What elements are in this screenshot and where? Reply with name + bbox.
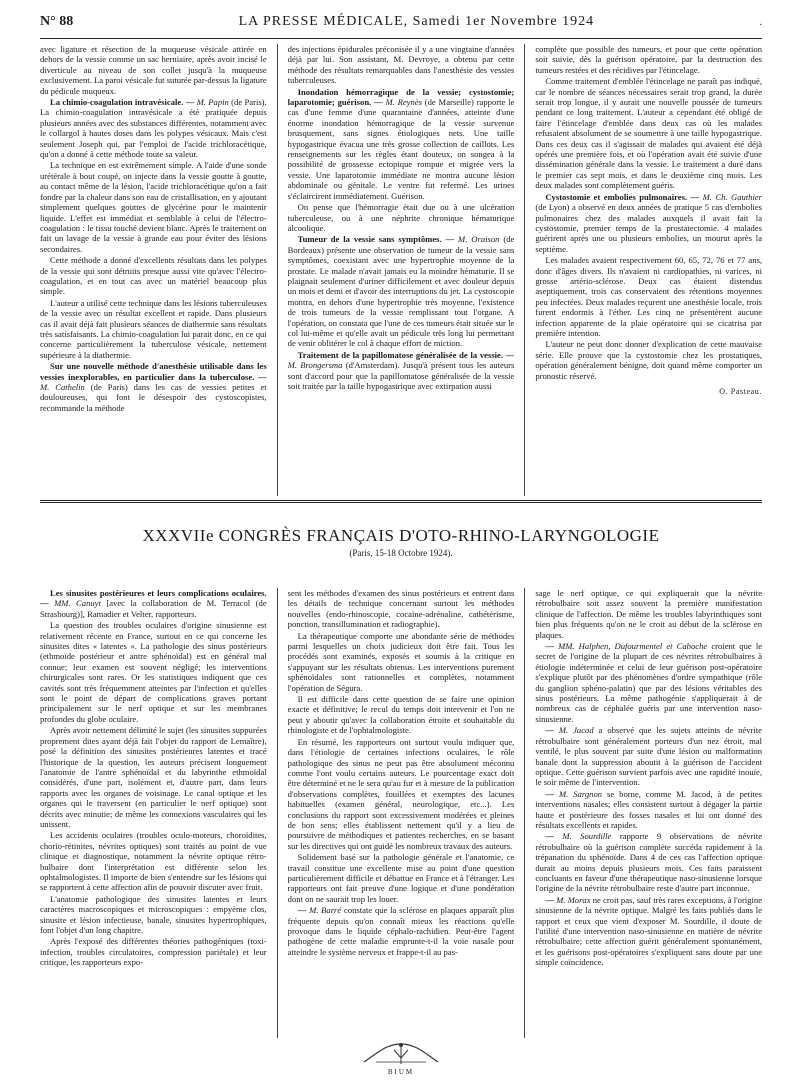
header-mark: .: [759, 17, 762, 28]
article-body: (de Paris). La chimio-coagulation intravésicale a été pratiquée depuis plusieurs années avec des substances différentes, notamment avec le collargol à hautes doses dans les polypes vésicaux. Mais c'est seulement Joseph qui, par l'emploi de l'acide trichloracétique, qu'on a donné à cette méthode toute sa valeur.: [40, 97, 267, 160]
top-column-3: [535, 44, 762, 496]
paragraph: On pense que l'hémorragie était due ou à une ulcération tuberculeuse, ou à une néphrite chronique hématurique alcoolique.: [287, 202, 515, 233]
article-entry: [535, 725, 762, 787]
paragraph: L'auteur a utilisé cette technique dans les lésions tuberculeuses de la vessie avec un résultat excellent et rapide. Dans plusieurs cas il avait déjà fait plusieurs séances de diathermie sans résultats très satisfaisants. La chimio-coagulation lui parait donc, en ce qui concerne particulièrement la tuberculose vésicale, nettement supérieure à la diathermie.: [40, 297, 267, 360]
author-name: M. Morax: [556, 894, 591, 905]
article-entry: [535, 895, 762, 968]
article-body: constate que la sclérose en plaques apparaît plus fréquente depuis qu'on connaît mieux les réactions qu'elle provoque dans le liquide céphalo-rachidien. Peut-être l'agent pathogène de cette maladie emprunte-t-il la voie nasale pour atteindre le système nerveux et frappe-t-il au pas-: [287, 905, 515, 957]
article-entry: [288, 87, 515, 201]
column-divider: [277, 588, 278, 1038]
paragraph: L'anatomie pathologique des sinusites latentes et leurs caractères macroscopiques et microscopiques : empyème clos, sinusite et lésion infectieuse, banale, sinusites hypertrophiques, font l'objet d'un long chapitre.: [40, 893, 267, 935]
paragraph: Il est difficile dans cette question de se faire une opinion exacte et définitive; le recul du temps doit intervenir et l'on ne peut y aboutir qu'avec la collaboration étroite et souhaitable du rhinologiste et de l'ophtalmologiste.: [287, 694, 515, 736]
article-body: (de Bordeaux) présente une observation de tumeur de la vessie sans symptômes, coexistant avec une hypertrophie moyenne de la prostate. Le malade n'avait jamais eu la moindre hématurie. Il se plaignait seulement d'uriner difficilement et avec douleur depuis un mois et demi et d'avoir des interruptions du jet. La cystoscopie montra, en dehors d'une hypertrophie très moyenne, l'existence de trois tumeurs de la vessie remplissant tout l'organe. A l'opération, on constata que l'une de ces tumeurs était située sur le col lui-même et qu'elle avait un pédicule très long lui permettant de venir oblitérer le col à chaque effort de miction.: [287, 234, 515, 349]
article-heading: —: [297, 905, 310, 916]
ornament-icon: [356, 1040, 446, 1068]
author-name: M. Ch. Gauthier: [702, 191, 763, 202]
stamp-text: BIUM: [387, 1068, 415, 1076]
paragraph: complète que possible des tumeurs, et pour que cette opération soit suivie, dès la guérison opératoire, par la destruction des tumeurs restées et des récidives par l'étincelage.: [535, 44, 763, 75]
article-heading: Sur une nouvelle méthode d'anesthésie utilisable dans les vessies inexplorables, en particulier dans la tuberculose. —: [40, 361, 267, 382]
article-entry: [535, 641, 762, 724]
article-entry: [535, 831, 762, 893]
author-name: M. Barré: [309, 905, 342, 916]
article-heading: Cystostomie et embolies pulmonaires. —: [545, 191, 703, 202]
article-heading: —: [545, 831, 563, 842]
paragraph: L'auteur ne peut donc donner d'explication de cette mauvaise série. Elle prouve que la cystostomie chez les prostatiques, opération généralement bénigne, doit quand même comporter un pronostic réservé.: [535, 339, 763, 381]
paragraph: Après avoir nettement délimité le sujet (les sinusites suppurées proprement dites ayant déjà fait l'objet du rapport de Lemaître), posé la définition des sinusites postérieures latentes et tracé l'historique de la question, les auteurs précisent longuement l'anatomie de l'antre sphénoïdal et du labyrinthe ethmoïdal considérés, d'une part, isolément et, d'autre part, dans leurs rapports avec les organes de voisinage. Le canal optique et les organes qui le traversent (en particulier le nerf optique) sont décrits avec minutie; de même les connexions vasculaires qui les unissent.: [40, 725, 267, 829]
journal-title: LA PRESSE MÉDICALE, Samedi 1er Novembre 1924: [238, 14, 595, 29]
paragraph: Les malades avaient respectivement 60, 65, 72, 76 et 77 ans, donc d'âges divers. Ils n'avaient ni cardiopathies, ni varices, ni grosse artério-sclérose. Deux cas étaient distendus aseptiquement, trois cas conservaient des rétentions moyennes peu infectées. Deux malades reçurent une anesthésie locale, trois furent endormis à l'éther. Les cinq ne présentèrent aucune infection apparente de la plaie opératoire qui se cicatrisa par première intention.: [535, 255, 763, 338]
article-heading: Traitement de la papillomatose généralisée de la vessie. —: [297, 349, 515, 360]
article-body: a observé que les sujets atteints de névrite rétrobulbaire sont généralement porteurs d'un nez étroit, mal ventilé, le plus souvent par suite d'une lésion ou malformation banale dont la suppression aboutit à la guérison de l'accident optique. Cette guérison survient parfois avec une rapidité inouïe, le soir même de l'intervention.: [535, 725, 763, 788]
signature: O. Pasteau.: [719, 387, 763, 396]
header-rule: [40, 38, 762, 39]
paragraph: En résumé, les rapporteurs ont surtout voulu indiquer que, dans l'étiologie de certaines infections oculaires, le rôle pathologique des sinus ne peut pas être absolument méconnu comme l'ont voulu certains auteurs. Le pourcentage exact doit être déterminé et ne le sera qu'au fur et à mesure de la publication d'observations complètes, fouillées et exemptes des lacunes habituelles (examen général, neurologique, etc...). Les conclusions du rapport sont excessivement modérées et pleines de bon sens; elles établissent nettement qu'il y a lieu de poursuivre de méthodiques et patientes recherches, en se basant sur les directives qui ont guidé les nombreux travaux des auteurs.: [287, 736, 515, 851]
congress-title: XXXVIIe CONGRÈS FRANÇAIS D'OTO-RHINO-LARYNGOLOGIE: [142, 526, 660, 545]
article-heading: Inondation hémorragique de la vessie; cystostomie; laparotomie; guérison. —: [287, 86, 515, 108]
author-name: M. Sargnon: [558, 788, 603, 799]
author-name: MM. Halphen, Dufourmentel et Caboche: [558, 641, 708, 652]
paragraph: La technique en est extrêmement simple. A l'aide d'une sonde urétérale à bout coupé, on injecte dans la vessie goutte à goutte, au contact même de la lésion, l'acide trichloracétique qu'on a fait fondre par la chaleur dans son eau de cristallisation, en y ajoutant simplement quelques gouttes de glycérine pour le maintenir liquide. L'effet est immédiat et semblable à celui de l'électro-coagulation : le tissu touché devient blanc. Après le traitement on fait un lavage de la vessie à grande eau pour éviter des lésions secondaires.: [40, 160, 267, 254]
paragraph: avec ligature et résection de la muqueuse vésicale attirée en dehors de la vessie comme un sac herniaire, après avoir incisé le diverticule au niveau de son collet jusqu'à la muqueuse exclusivement. La paroi vésicale fut suturée par-dessus la ligature du pédicule muqueux.: [40, 44, 267, 96]
article-heading: —: [545, 894, 557, 905]
paragraph: des injections épidurales préconisée il y a une vingtaine d'années déjà par lui. Son assistant, M. Devroye, a obtenu par cette méthode des résultats remarquables dans l'anesthésie des vessies tuberculeuses.: [287, 44, 515, 86]
paragraph: sage le nerf optique, ce qui expliquerait que la névrite rétrobulbaire soit assez souvent la première manifestation clinique de l'affection. De même les troubles labyrinthiques sont bien plus fréquents qu'on ne le croit au début de la sclérose en plaques.: [535, 588, 763, 640]
article-heading: —: [545, 725, 559, 736]
article-body: rapporte 9 observations de névrite rétrobulbaire où la guérison complète succéda rapidement à la trépanation du sphénoïde. Dans 4 de ces cas l'affection optique durait au moins depuis plusieurs mois. Ces faits paraissent concluants en faveur d'une thérapeutique naso-sinusienne lorsque l'origine de la névrite rétrobulbaire reste d'autre part inconnue.: [535, 831, 763, 894]
article-entry: [535, 192, 762, 254]
author-name: M. Sourdille: [562, 831, 612, 842]
author-name: M. Brongersma: [287, 360, 343, 371]
article-body: (de Lyon) a observé en deux années de pratique 5 cas d'embolies pulmonaires chez des malades auxquels il avait fait la cystostomie, premier temps de la prostatectomie. 4 malades guérirent après une ou plusieurs embolies, un mourut après la septième.: [535, 202, 763, 254]
article-body: (de Paris) dans les cas de vessies petites et douloureuses, qui font le désespoir des cystoscopistes, recommande la méthode: [40, 382, 267, 413]
paragraph: Cette méthode a donné d'excellents résultats dans les polypes de la vessie qui sont détruits presque aussi vite qu'avec l'électro-coagulation, et en tout cas avec un matériel beaucoup plus simple.: [40, 255, 267, 297]
article-heading: Tumeur de la vessie sans symptômes. —: [297, 234, 459, 245]
bottom-columns: [40, 588, 762, 1038]
paragraph: Après l'exposé des différentes théories pathogéniques (toxi-infection, troubles circulatoires, compression pariétale) et leur critique, les rapporteurs expo-: [40, 936, 267, 968]
page-header: [40, 14, 762, 36]
article-entry: [288, 905, 515, 957]
page-number: N° 88: [40, 14, 74, 29]
article-heading: —: [545, 788, 559, 799]
author-name: M. Cathelin: [40, 382, 85, 392]
article-body: (de Marseille) rapporte le cas d'une femme d'une quarantaine d'années, atteinte d'une énorme inondation hémorragique de la vessie survenue brusquement, sans signes étiologiques nets. Une taille hypogastrique évacua une très grosse collection de caillots. Les renseignements sur les règles étant douteux, on songea à la possibilité de grossesse ectopique rompue et migrée vers la vessie. Une laparotomie immédiate ne montra aucune lésion abdominale ou génitale. Le ventre fut refermé. Les urines s'éclaircirent immédiatement. Guérison.: [287, 97, 515, 201]
paragraph: La thérapeutique comporte une abondante série de méthodes parmi lesquelles un choix judicieux doit être fait. Tous les procédés sont examinés, exposés et soumis à la critique en s'appuyant sur les résultats obtenus. Les interventions purement sphénoïdales sont rationnelles et complètes, notamment l'opération de Ségura.: [287, 630, 515, 693]
article-body: [avec la collaboration de M. Terracol (de Strasbourg)], Ramadier et Velter, rapporteurs.: [40, 598, 267, 619]
newspaper-page: [40, 0, 762, 1082]
article-entry: [288, 350, 515, 392]
paragraph: La question des troubles oculaires d'origine sinusienne est relativement récente en France, surtout en ce qui concerne les sinusites dites « latentes ». La pathologie des sinus postérieurs (ethmoïde postérieur et antre sphénoïdal) est en général mal connue; leur examen est souvent négligé; les interventions chirurgicales sont rares. Or les statistiques indiquent que ces cavités sont très fréquemment atteintes par l'infection et qu'elles sont le point de départ de complications graves portant principalement sur le nerf optique et sur les membranes profondes du globe oculaire.: [40, 620, 267, 724]
column-divider: [524, 44, 525, 496]
paragraph: Solidement basé sur la pathologie générale et l'anatomie, ce travail constitue une excellente mise au point d'une question particulièrement difficile et débattue en France et à l'étranger. Les rapporteurs ont fait preuve d'une logique et d'une pondération dont on ne saurait trop les louer.: [287, 852, 515, 904]
bottom-column-3: [535, 588, 762, 1038]
column-divider: [277, 44, 278, 496]
author-name: M. Jacod: [558, 725, 594, 736]
paragraph: sent les méthodes d'examen des sinus postérieurs et entrent dans les détails de technique concernant surtout les méthodes nouvelles (endo-rhinoscopie, cocaïne-adrénaline, cathétérisme, ponction, transillumination et radiographie).: [287, 588, 515, 630]
article-body: ne croit pas, sauf très rares exceptions, à l'origine sinusienne de la névrite optique. Malgré les faits publiés dans le rapport et ceux que vient d'exposer M. Sourdille, il doute de l'utilité d'une intervention naso-sinusienne en matière de névrite rétrobulbaire; cette affection guérit généralement spontanément, et les guérisons post-opératoires s'expliquent sans doute par une simple coïncidence.: [535, 894, 763, 968]
author-name: MM. Canuyt: [54, 598, 101, 609]
congress-subtitle: (Paris, 15-18 Octobre 1924).: [349, 548, 453, 558]
author-name: M. Papin: [196, 97, 229, 108]
library-stamp-ornament: [356, 1040, 446, 1076]
article-heading: La chimio-coagulation intravésicale. —: [50, 97, 197, 108]
top-columns: [40, 44, 762, 496]
article-heading: Les sinusites postérieures et leurs complications oculaires. —: [40, 588, 267, 609]
article-entry: [40, 361, 267, 413]
article-body: se borne, comme M. Jacod, à de petites interventions nasales; elles consistent surtout à dégager la partie haute et postérieure des fosses nasales et lui ont donné des résultats excellents et rapides.: [535, 788, 763, 830]
author-name: M. Reynès: [385, 97, 422, 108]
paragraph: Comme traitement d'emblée l'étincelage ne paraît pas indiqué, car le nombre de séances nécessaires serait trop grand, la durée serait trop longue, il y aurait une nouvelle poussée de tumeurs pendant ce long traitement. L'auteur a cependant été obligé de faire l'étincelage d'emblée dans deux cas où les malades refusaient absolument de se soumettre à une taille hypogastrique. Dans ces deux cas il s'agissait de malades qui avaient été déjà opérés une première fois, et où l'opération avait été suivie d'une dissémination générale dans la vessie. Le traitement a duré dans le premier cas sept mois, et dans le deuxième cinq mois. Les deux malades sont complètement guéris.: [535, 76, 763, 191]
article-entry: [535, 789, 762, 831]
article-entry: [40, 97, 267, 159]
article-body: croient que le secret de l'origine de la plupart de ces névrites rétrobulbaires à étiologie indéterminée et celui de leur guérison post-opératoire s'explique plutôt par des phénomènes d'ordre sympathique (rôle du ganglion sphéno-palatin) que par des lésions véritables des sinus postérieurs. La même pathogénie s'appliquerait à de nombreux cas de céphalée guéris par une intervention naso-sinusienne.: [535, 641, 763, 724]
article-heading: —: [545, 641, 559, 652]
article-entry: [288, 234, 515, 348]
bottom-column-1: [40, 588, 267, 1038]
author-name: M. Oraison: [458, 234, 500, 245]
section-rule: [40, 500, 762, 503]
top-column-1: [40, 44, 267, 496]
top-column-2: [288, 44, 515, 496]
article-entry: [40, 588, 267, 619]
article-body: (d'Amsterdam). Jusqu'à présent tous les auteurs sont d'accord pour que la papillomatose généralisée de la vessie soit traitée par la taille hypogastrique avec extirpation aussi: [287, 360, 515, 391]
bottom-column-2: [288, 588, 515, 1038]
paragraph: Les accidents oculaires (troubles oculo-moteurs, choroïdites, chorio-rétinites, névrites optiques) sont traités au point de vue clinique et diagnostique, notamment la névrite optique rétro-bulbaire dont l'interprétation est différente selon les ophtalmologistes. Il importe de bien s'entendre sur les lésions qui se rapportent à cette affection afin de pouvoir discuter avec fruit.: [40, 830, 267, 893]
column-divider: [524, 588, 525, 1038]
